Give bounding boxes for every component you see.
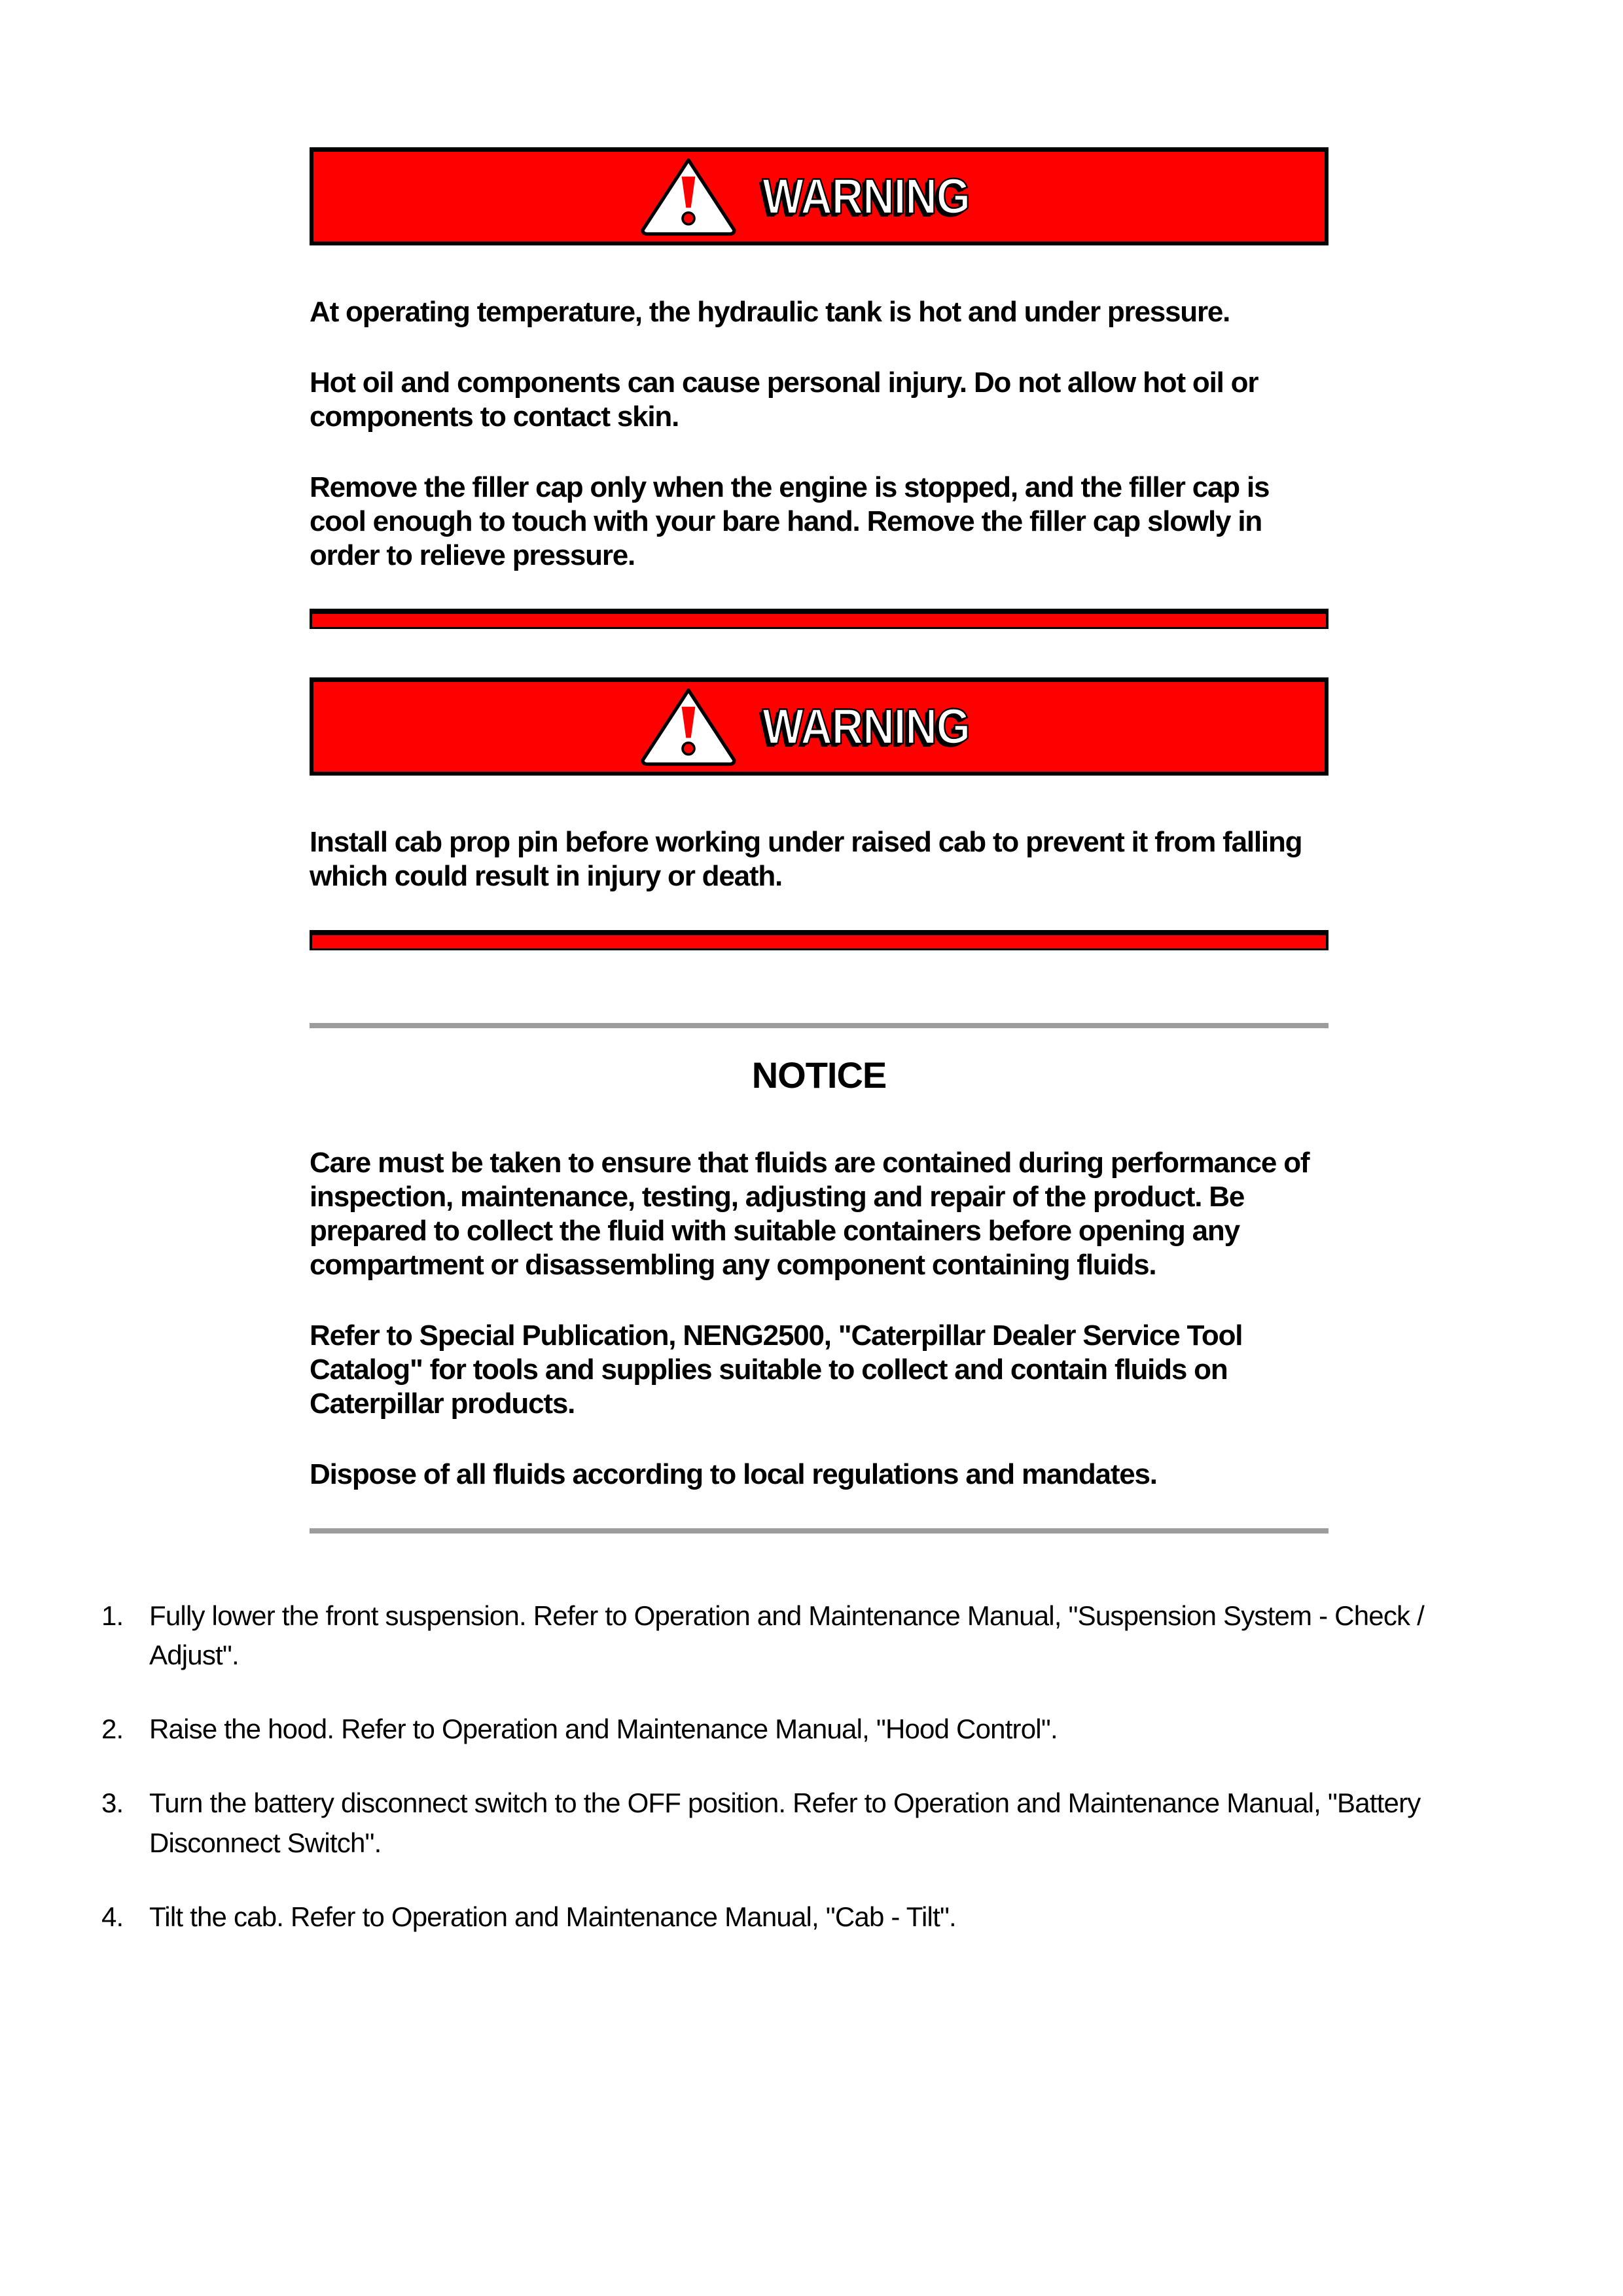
notice-bottom-rule: [310, 1528, 1329, 1534]
warning-paragraph: Remove the filler cap only when the engine is stopped, and the filler cap is cool enough to touch with your bare hand. Remove the filler cap slowly in order to relieve pressure.: [310, 471, 1270, 571]
notice-title: NOTICE: [751, 1054, 887, 1096]
step-text: Tilt the cab. Refer to Operation and Maintenance Manual, "Cab - Tilt".: [149, 1901, 956, 1932]
notice-top-rule: [310, 1023, 1329, 1028]
step-text: Raise the hood. Refer to Operation and Maintenance Manual, "Hood Control".: [149, 1713, 1058, 1745]
step-number: 3.: [101, 1787, 124, 1819]
step-text: Turn the battery disconnect switch to the OFF position. Refer to Operation and Maintenance Manual, "Battery Disconnect Switch".: [149, 1787, 1421, 1859]
warning-triangle-icon: [639, 687, 738, 767]
step-number: 1.: [101, 1600, 124, 1631]
step-number: 4.: [101, 1901, 124, 1932]
warning-banner: [310, 677, 1329, 776]
notice-paragraph: Refer to Special Publication, NENG2500, "Caterpillar Dealer Service Tool Catalog" for tools and supplies suitable to collect and contain fluids on Caterpillar products.: [310, 1319, 1243, 1420]
warning-triangle-icon: [639, 157, 738, 237]
warning-paragraph: Hot oil and components can cause personal injury. Do not allow hot oil or components to contact skin.: [310, 366, 1258, 433]
warning-paragraph: Install cab prop pin before working under raised cab to prevent it from falling which could result in injury or death.: [310, 826, 1302, 893]
warning-banner-label: WARNING: [762, 699, 971, 755]
warning-end-bar: [310, 609, 1329, 629]
list-item: [101, 1596, 1505, 1676]
warning-banner: [310, 147, 1329, 245]
list-item: [101, 1710, 1505, 1749]
notice-section: [310, 1023, 1329, 1533]
warning-end-bar: [310, 930, 1329, 950]
procedure-step-list: [101, 1596, 1505, 1937]
step-number: 2.: [101, 1713, 124, 1745]
warning-section-1: [310, 147, 1329, 629]
step-text: Fully lower the front suspension. Refer to Operation and Maintenance Manual, "Suspension System - Check / Adjust".: [149, 1600, 1424, 1671]
notice-paragraph: Dispose of all fluids according to local regulations and mandates.: [310, 1458, 1157, 1490]
list-item: [101, 1897, 1505, 1937]
notice-paragraph: Care must be taken to ensure that fluids are contained during performance of inspection, maintenance, testing, adjusting and repair of the product. Be prepared to collect the fluid with suitable containers before opening any compartment or disassembling any component containing fluids.: [310, 1147, 1310, 1281]
warning-paragraph: At operating temperature, the hydraulic tank is hot and under pressure.: [310, 296, 1230, 328]
list-item: [101, 1784, 1505, 1863]
warning-section-2: [310, 677, 1329, 950]
warning-banner-label: WARNING: [762, 169, 971, 224]
